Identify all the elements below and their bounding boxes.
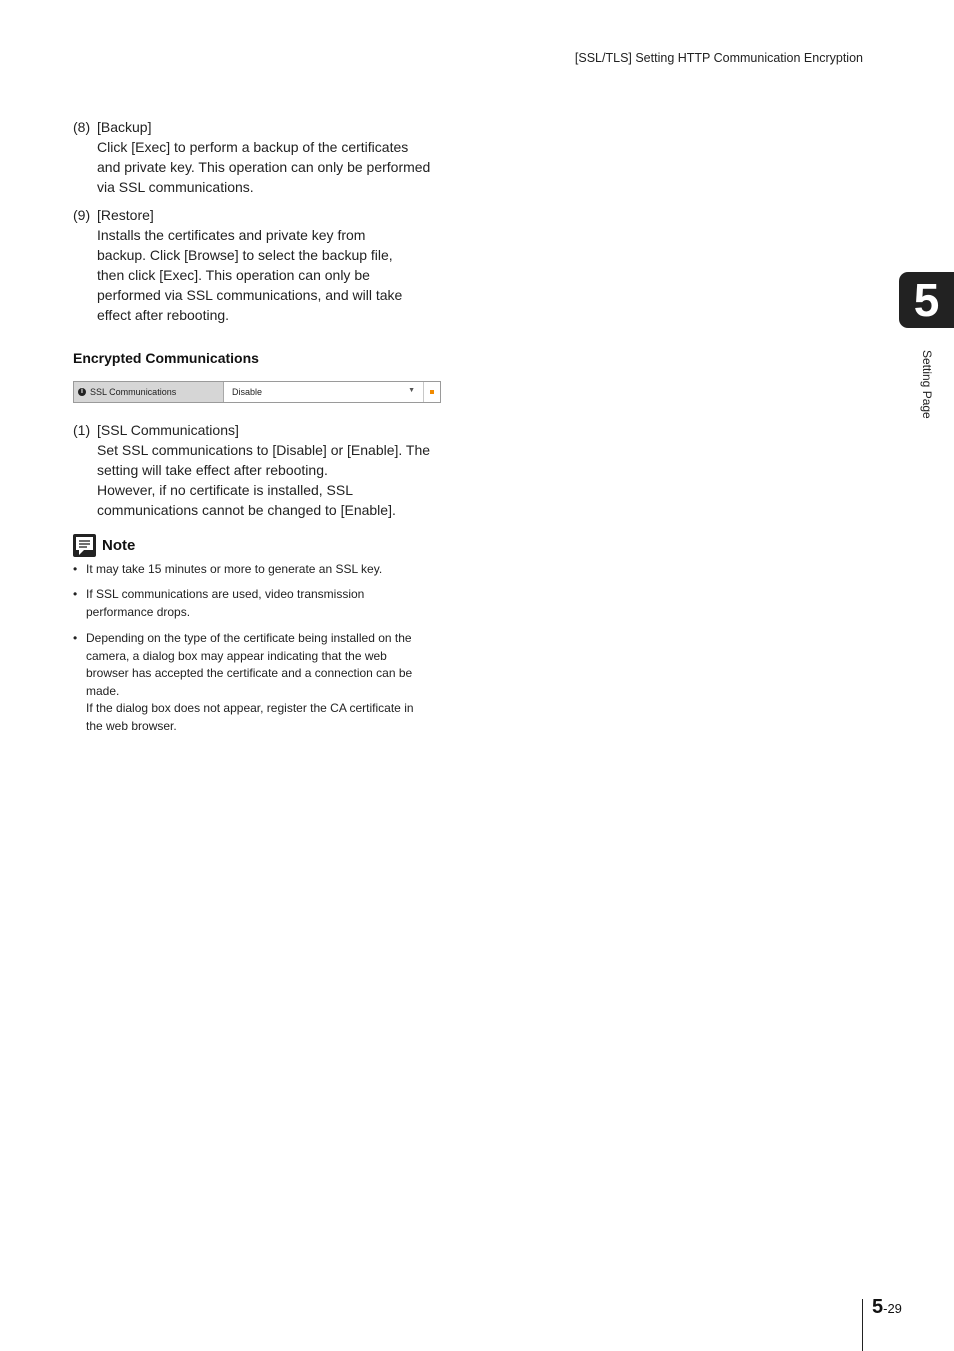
select-value: Disable [232,387,263,397]
header-title: [SSL/TLS] Setting HTTP Communication Encryption [574,51,863,65]
ssl-communications-widget [73,381,441,403]
item-backup [73,117,445,197]
item-heading: [Restore] [97,207,154,223]
note-item [73,561,445,579]
note-line: If SSL communications are used, video transmission [86,587,365,601]
body-line: Click [Exec] to perform a backup of the certificates [97,139,409,155]
note-line: performance drops. [86,604,191,619]
page-chapter: 5 [872,1296,884,1318]
info-icon: i [78,388,86,396]
bullet: • [73,631,78,645]
item-body [97,440,445,520]
note-icon [73,534,96,557]
item-heading: [Backup] [97,119,152,135]
note-title: Note [102,537,136,554]
item-restore [73,205,445,325]
body-line: via SSL communications. [97,179,254,195]
body-line: However, if no certificate is installed, SSL [97,482,354,498]
body-line: communications cannot be changed to [Enable]. [97,502,396,518]
footer-divider [862,1299,863,1351]
note-heading [73,534,135,557]
section-heading: Encrypted Communications [73,350,259,366]
note-line: It may take 15 minutes or more to generate an SSL key. [86,562,383,576]
chevron-down-icon: ▼ [408,387,415,394]
body-line: Installs the certificates and private key from [97,227,366,243]
body-line: performed via SSL communications, and will take [97,287,403,303]
note-line: If the dialog box does not appear, register the CA certificate in [86,701,414,716]
item-ssl-communications [73,420,445,520]
widget-label-text: SSL Communications [90,387,177,397]
body-line: effect after rebooting. [97,307,230,323]
item-body [97,225,445,325]
item-number: (1) [73,422,91,438]
note-line: Depending on the type of the certificate being installed on the [86,631,412,645]
item-number: (9) [73,207,91,223]
item-heading: [SSL Communications] [97,422,239,438]
body-line: Set SSL communications to [Disable] or [Enable]. The [97,442,431,458]
item-body [97,137,445,197]
body-line: then click [Exec]. This operation can only be [97,267,370,283]
bullet: • [73,587,78,601]
note-line: camera, a dialog box may appear indicating that the web [86,648,387,663]
page-index: -29 [883,1301,902,1316]
item-number: (8) [73,119,91,135]
ssl-communications-select[interactable] [224,382,424,402]
chapter-tab [899,272,954,328]
body-line: setting will take effect after rebooting. [97,462,328,478]
note-line: browser has accepted the certificate and a connection can be [86,666,413,681]
note-item [73,630,445,736]
body-line: and private key. This operation can only be performed [97,159,431,175]
note-item [73,586,445,621]
body-line: backup. Click [Browse] to select the backup file, [97,247,393,263]
bullet: • [73,562,78,576]
page-number [872,1296,902,1319]
ssl-communications-label [74,382,224,402]
chapter-number: 5 [913,274,940,326]
note-line: the web browser. [86,718,177,733]
section-side-label: Setting Page [920,350,934,419]
note-line: made. [86,683,120,698]
changed-indicator-icon [424,382,440,402]
